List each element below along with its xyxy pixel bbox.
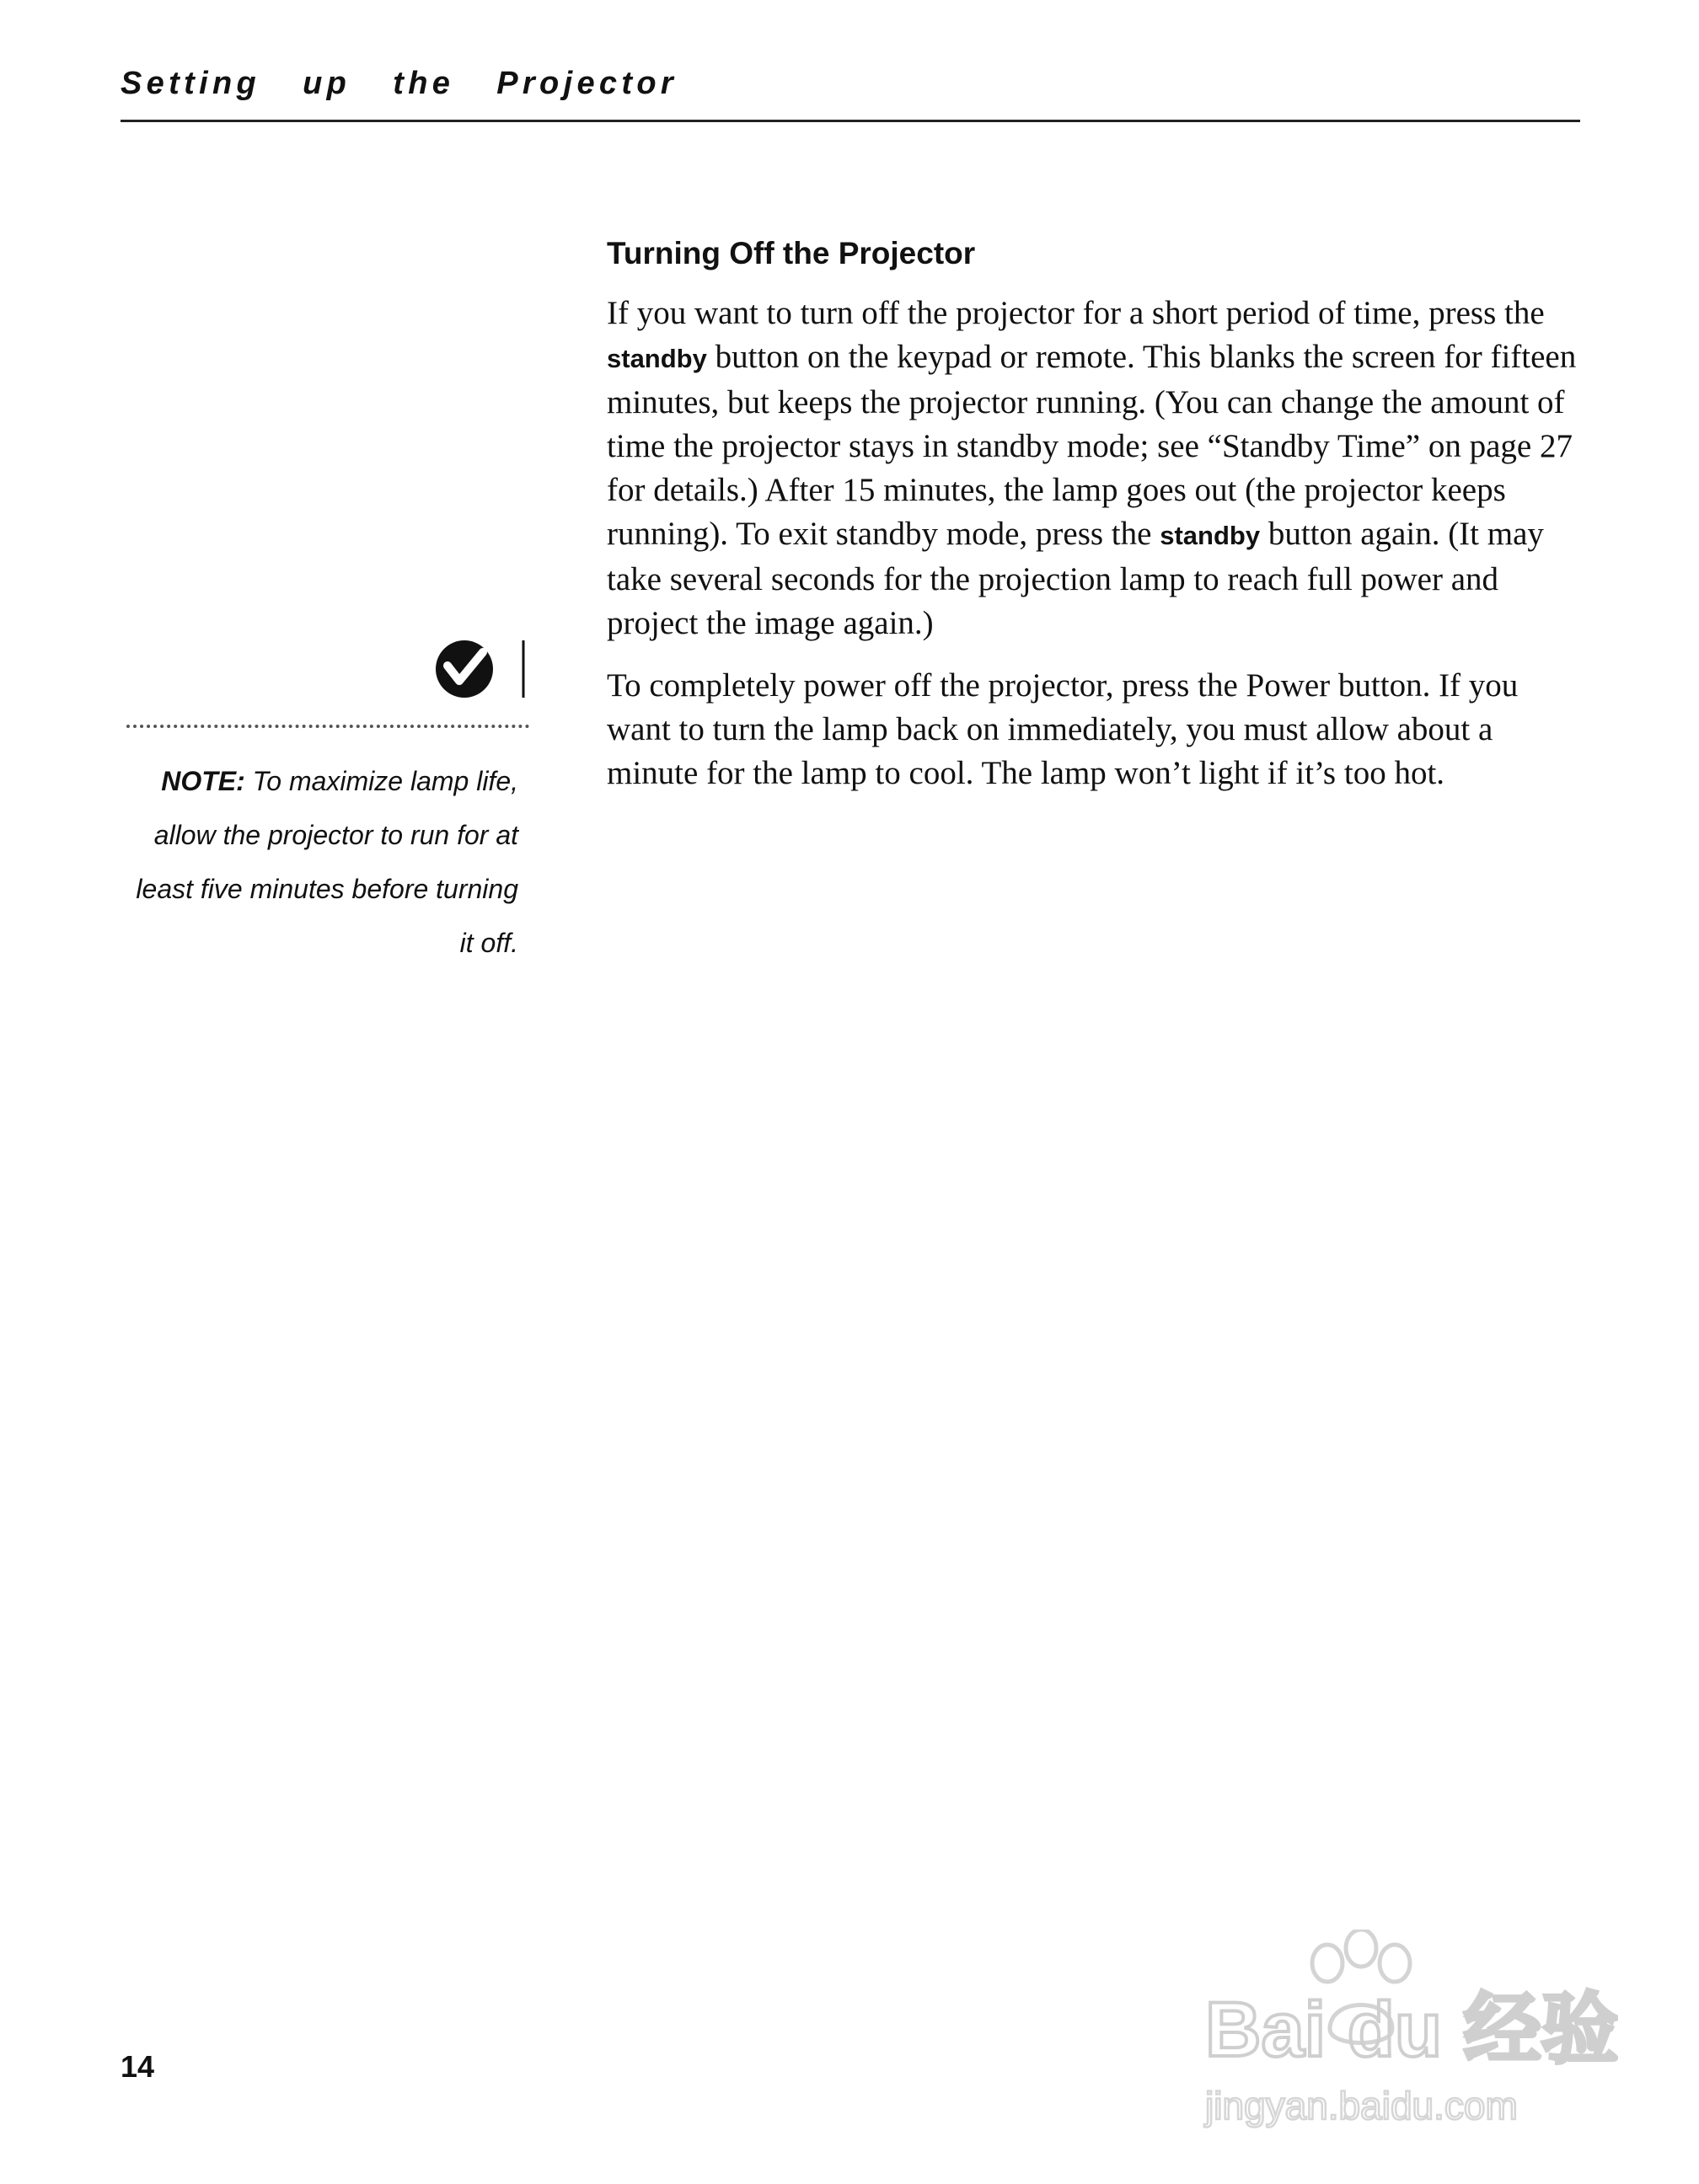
section-heading: Turning Off the Projector [607, 236, 976, 270]
paragraph-text: If you want to turn off the projector for a short period of time, press the [607, 295, 1545, 331]
header-rule [121, 120, 1580, 122]
watermark-logo-text: Bai du 经验 [1205, 1987, 1618, 2073]
note-divider [126, 725, 529, 728]
page-number: 14 [121, 2049, 155, 2084]
paragraph-standby [607, 292, 1584, 645]
note-icon [434, 637, 527, 701]
note-body: To maximize lamp life, allow the projector to run for at least five minutes before turning it off. [136, 766, 518, 958]
note-label: NOTE: [161, 766, 245, 796]
sidebar-note [126, 754, 518, 970]
paragraph-text: button again. (It may take several seconds for the projection lamp to reach full power and project the image again.) [607, 516, 1544, 641]
paragraph-power-off: To completely power off the projector, press the Power button. If you want to turn the lamp back on immediately, you must allow about a minute for the lamp to cool. The lamp won’t light if it’s too hot. [607, 667, 1519, 791]
standby-key-label: standby [1160, 521, 1261, 550]
baidu-watermark [1180, 1930, 1618, 2132]
standby-key-label: standby [607, 344, 707, 373]
watermark-url-text: jingyan.baidu.com [1205, 2084, 1518, 2128]
running-header: Setting up the Projector [121, 66, 678, 101]
paragraph-text: button on the keypad or remote. This blanks the screen for fifteen minutes, but keeps the projector running. (You can change the amount of time the projector stays in standby mode; see “Standby Time” on page 27 for details.) After 15 minutes, the lamp goes out (the projector keeps running). To exit standby mode, press the [607, 339, 1577, 552]
main-column [607, 233, 1584, 814]
